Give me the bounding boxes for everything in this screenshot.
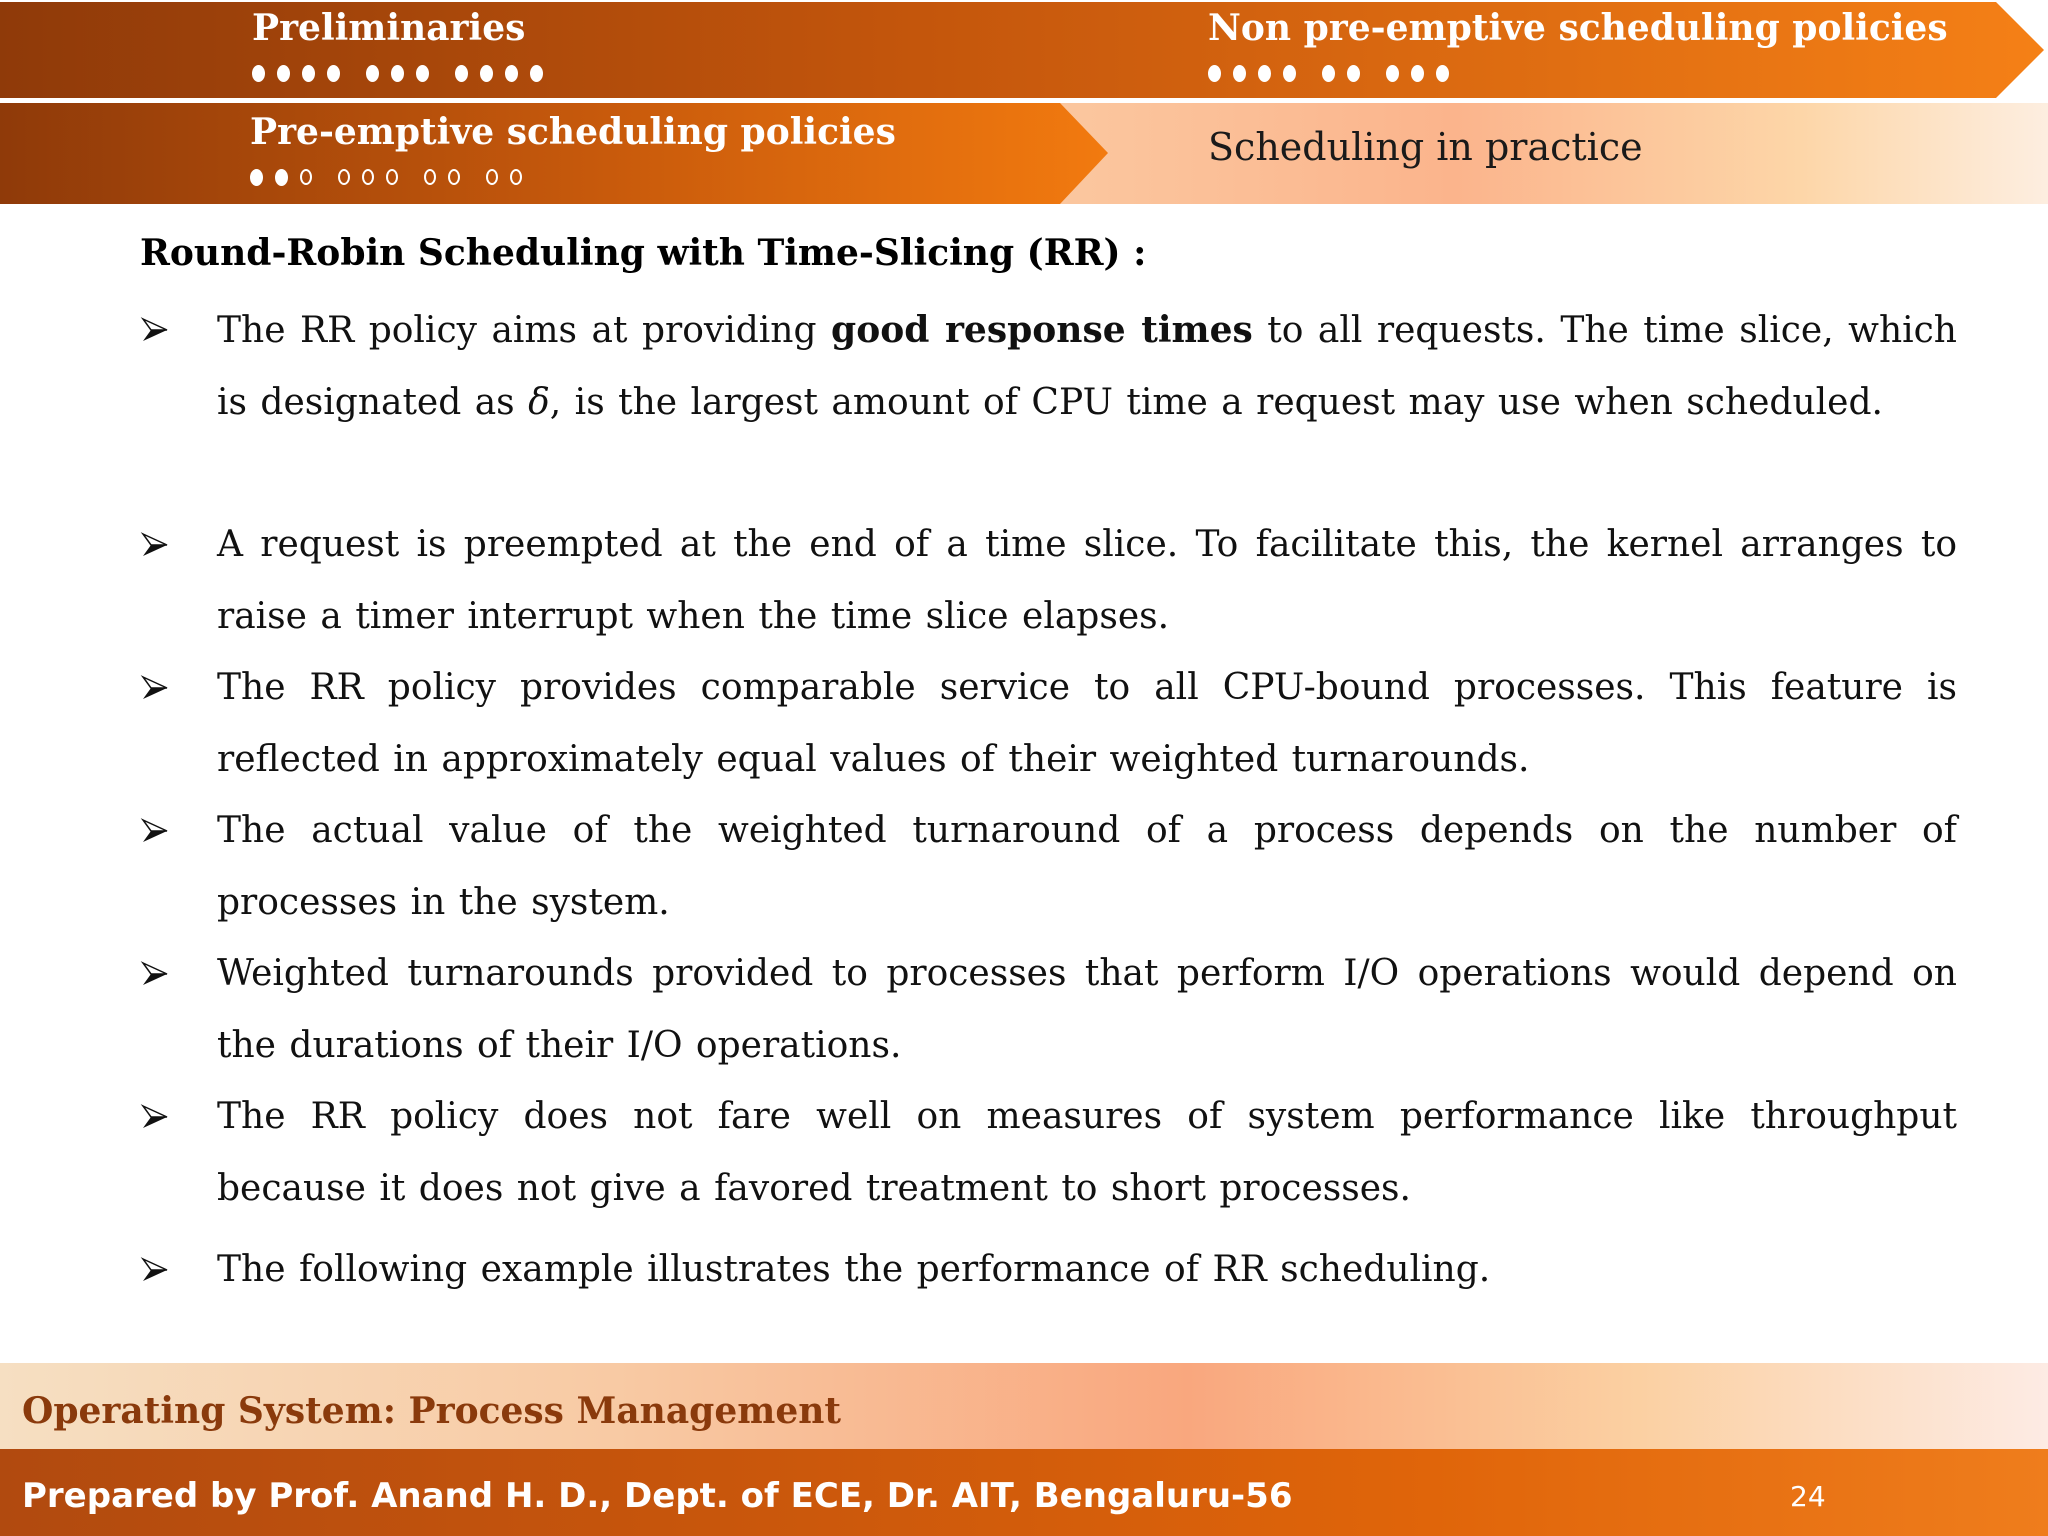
progress-dot[interactable] bbox=[480, 65, 493, 82]
bullet-text: The RR policy provides comparable service to all CPU-bound processes. This feature is reflected in approximately equal values of their weighted turnarounds. bbox=[217, 667, 1957, 780]
progress-dot[interactable] bbox=[391, 65, 404, 82]
page-number: 24 bbox=[1790, 1480, 1826, 1513]
progress-dot-current[interactable] bbox=[250, 169, 263, 186]
progress-dot[interactable] bbox=[1258, 65, 1271, 82]
progress-dot-current[interactable] bbox=[275, 169, 288, 186]
arrowhead-bullet-icon bbox=[140, 816, 170, 846]
section-heading: Round-Robin Scheduling with Time-Slicing (RR) : bbox=[140, 232, 1147, 274]
nav-title-non-preemptive[interactable]: Non pre-emptive scheduling policies bbox=[1208, 7, 1948, 49]
arrowhead-bullet-icon bbox=[140, 530, 170, 560]
nav-dots-preemptive bbox=[250, 168, 896, 186]
bullet-text: The RR policy aims at providing good response times to all requests. The time slice, which is designated as δ, is the largest amount of CPU time a request may use when scheduled. bbox=[217, 309, 1957, 423]
bullet-text: Weighted turnarounds provided to processes that perform I/O operations would depend on the durations of their I/O operations. bbox=[217, 953, 1957, 1066]
arrowhead-bullet-icon bbox=[140, 1255, 170, 1285]
progress-dot[interactable] bbox=[327, 65, 340, 82]
nav-section-scheduling-in-practice[interactable] bbox=[1208, 125, 1643, 169]
progress-dot[interactable] bbox=[1233, 65, 1246, 82]
progress-dot[interactable] bbox=[416, 65, 429, 82]
progress-dot[interactable] bbox=[386, 169, 398, 185]
progress-dot[interactable] bbox=[362, 169, 374, 185]
nav-section-preemptive[interactable] bbox=[250, 111, 896, 186]
nav-title-preliminaries[interactable]: Preliminaries bbox=[252, 7, 526, 49]
emphasis-text: good response times bbox=[831, 309, 1253, 351]
progress-dot[interactable] bbox=[252, 65, 265, 82]
arrowhead-bullet-icon bbox=[140, 959, 170, 989]
progress-dot[interactable] bbox=[530, 65, 543, 82]
nav-dots-preliminaries bbox=[252, 64, 555, 82]
progress-dot[interactable] bbox=[277, 65, 290, 82]
progress-dot[interactable] bbox=[366, 65, 379, 82]
footer-course-title: Operating System: Process Management bbox=[22, 1390, 842, 1432]
progress-dot[interactable] bbox=[510, 169, 522, 185]
progress-dot[interactable] bbox=[1436, 65, 1449, 82]
progress-dot[interactable] bbox=[1322, 65, 1335, 82]
nav-section-preliminaries[interactable] bbox=[252, 7, 555, 82]
progress-dot[interactable] bbox=[1386, 65, 1399, 82]
bullet-text: A request is preempted at the end of a time slice. To facilitate this, the kernel arranges to raise a timer interrupt when the time slice elapses. bbox=[217, 524, 1957, 637]
arrowhead-bullet-icon bbox=[140, 673, 170, 703]
bullet-text: The following example illustrates the performance of RR scheduling. bbox=[217, 1249, 1491, 1290]
progress-dot[interactable] bbox=[424, 169, 436, 185]
progress-dot[interactable] bbox=[302, 65, 315, 82]
progress-dot[interactable] bbox=[1347, 65, 1360, 82]
nav-section-non-preemptive[interactable] bbox=[1208, 7, 1948, 82]
delta-symbol: δ bbox=[528, 382, 550, 423]
bullet-text: The actual value of the weighted turnaround of a process depends on the number of processes in the system. bbox=[217, 810, 1957, 923]
bullet-text: The RR policy does not fare well on measures of system performance like throughput because it does not give a favored treatment to short processes. bbox=[217, 1096, 1957, 1209]
progress-dot[interactable] bbox=[1208, 65, 1221, 82]
progress-dot[interactable] bbox=[1411, 65, 1424, 82]
progress-dot[interactable] bbox=[300, 169, 312, 185]
progress-dot[interactable] bbox=[448, 169, 460, 185]
footer-credit: Prepared by Prof. Anand H. D., Dept. of ECE, Dr. AIT, Bengaluru-56 bbox=[22, 1476, 1293, 1516]
progress-dot[interactable] bbox=[486, 169, 498, 185]
progress-dot[interactable] bbox=[505, 65, 518, 82]
nav-title-scheduling-in-practice[interactable]: Scheduling in practice bbox=[1208, 125, 1643, 169]
progress-dot[interactable] bbox=[338, 169, 350, 185]
arrowhead-bullet-icon bbox=[140, 1102, 170, 1132]
nav-dots-non-preemptive bbox=[1208, 64, 1948, 82]
progress-dot[interactable] bbox=[455, 65, 468, 82]
progress-dot[interactable] bbox=[1283, 65, 1296, 82]
nav-title-preemptive[interactable]: Pre-emptive scheduling policies bbox=[250, 111, 896, 153]
arrowhead-bullet-icon bbox=[140, 315, 170, 345]
